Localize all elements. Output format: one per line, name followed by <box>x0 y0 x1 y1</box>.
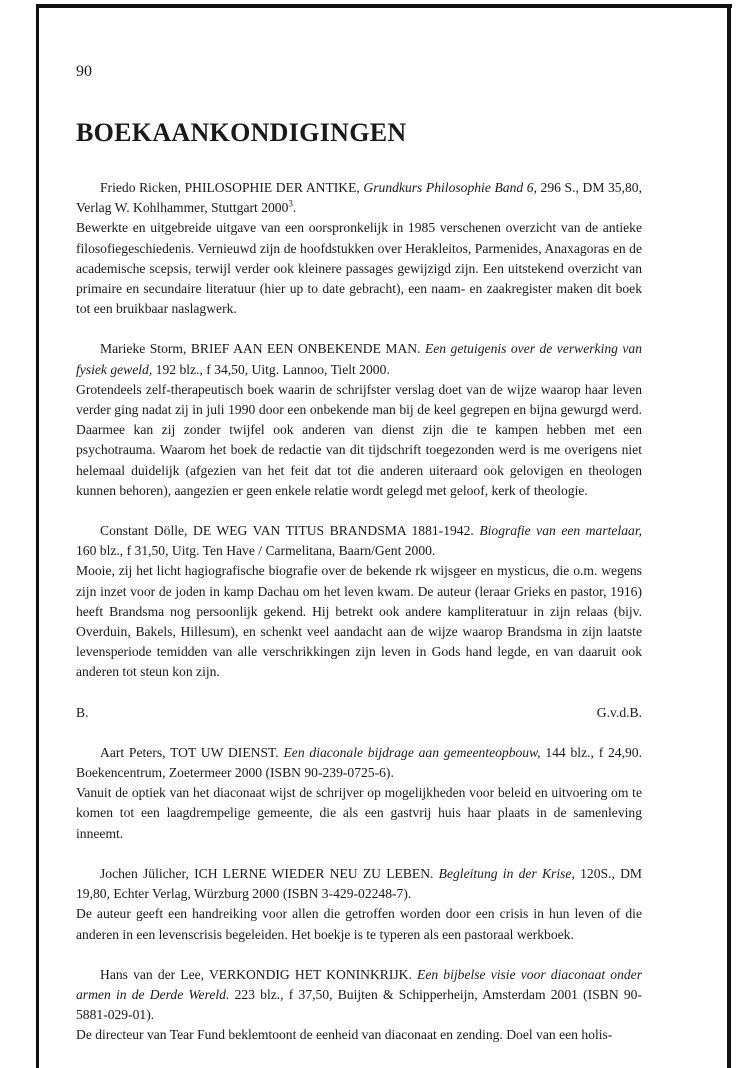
author: Aart Peters, <box>100 744 171 760</box>
book-review: Vanuit de optiek van het diaconaat wijst de schrijver op mogelijkheden voor beleid en uitvoering om te komen tot een laagdrempelige gemeente, die als een gastvrij huis haar plaats in de samenleving inneemt. <box>76 785 642 841</box>
book-subtitle: Een getuigenis over de verwerking van fysiek geweld, <box>76 341 643 377</box>
announcements <box>76 178 642 1066</box>
book-entry <box>76 864 642 945</box>
book-citation <box>76 339 642 379</box>
signature-left: B. <box>76 704 89 720</box>
section-title: BOEKAANKONDIGINGEN <box>76 118 407 147</box>
book-subtitle: Biografie van een martelaar, <box>479 523 642 539</box>
author: Constant Dölle, <box>100 523 193 539</box>
book-review: De auteur geeft een handreiking voor allen die getroffen worden door een crisis in hun leven of die anderen in een levenscrisis begeleiden. Het boekje is te typeren als een pastoraal werkboek. <box>76 906 642 942</box>
publication-info: 144 blz., f 24,90. Boekencentrum, Zoetermeer 2000 (ISBN 90-239-0725-6). <box>76 744 642 781</box>
citation-end: . <box>292 200 297 216</box>
reviewer-signature <box>76 703 642 723</box>
superscript: 3 <box>288 198 293 209</box>
book-citation <box>76 965 642 1026</box>
book-citation <box>76 743 642 783</box>
author: Hans van der Lee, <box>100 966 209 982</box>
book-entry <box>76 339 642 501</box>
book-entry <box>76 178 642 319</box>
book-title: VERKONDIG HET KONINKRIJK. <box>208 966 418 982</box>
book-review: Grotendeels zelf-therapeutisch boek waarin de schrijfster verslag doet van de wijze waarop haar leven verder ging nadat zij in juli 1990 door een onbekende man bij de keel gegrepen en bijna gewurgd werd. Daarmee kan zij zonder twijfel ook anderen van dienst zijn die te kampen hebben met een psychotrauma. Waarom het boek de redactie van dit tijdschrift toegezonden werd is me overigens niet helemaal duidelijk (afgezien van het feit dat tot die anderen uiteraard ook gelovigen en theologen kunnen behoren), aangezien er geen enkele relatie wordt gelegd met geloof, kerk of theologie. <box>76 381 642 498</box>
scan-border-top <box>36 4 732 8</box>
signature-right: G.v.d.B. <box>596 704 642 720</box>
page-number: 90 <box>76 63 92 80</box>
book-review: De directeur van Tear Fund beklemtoont de eenheid van diaconaat en zending. Doel van een holis- <box>76 1027 613 1043</box>
publication-info: , 296 S., DM 35,80, Verlag W. Kohlhammer, Stuttgart 2000 <box>76 180 642 216</box>
publication-info: 192 blz., f 34,50, Uitg. Lannoo, Tielt 2000. <box>152 361 390 377</box>
book-citation <box>76 178 642 218</box>
publication-info: 120S., DM 19,80, Echter Verlag, Würzburg 2000 (ISBN 3-429-02248-7). <box>76 865 643 902</box>
scan-border-left <box>36 4 39 1068</box>
book-title: DE WEG VAN TITUS BRANDSMA 1881-1942. <box>193 523 480 539</box>
author: Marieke Storm, <box>100 341 191 357</box>
book-citation <box>76 521 642 561</box>
book-subtitle: Een diaconale bijdrage aan gemeenteopbouw, <box>283 744 541 760</box>
author: Jochen Jülicher, <box>100 865 195 881</box>
book-subtitle: Een bijbelse visie voor diaconaat onder armen in de Derde Wereld. <box>76 966 642 1002</box>
book-entry <box>76 743 642 844</box>
book-series: Grundkurs Philosophie Band 6 <box>363 180 534 195</box>
book-subtitle: Begleitung in der Krise, <box>438 865 575 881</box>
publication-info: 160 blz., f 31,50, Uitg. Ten Have / Carmelitana, Baarn/Gent 2000. <box>76 543 436 559</box>
publication-info: 223 blz., f 37,50, Buijten & Schipperheijn, Amsterdam 2001 (ISBN 90-5881-029-01). <box>76 986 642 1023</box>
book-entry <box>76 521 642 683</box>
book-entry <box>76 965 642 1046</box>
book-title: PHILOSOPHIE DER ANTIKE, <box>184 180 364 195</box>
book-review: Mooie, zij het licht hagiografische biografie over de bekende rk wijsgeer en mysticus, die o.m. wegens zijn inzet voor de joden in kamp Dachau om het leven kwam. De auteur (leraar Grieks en pastor, 1916) heeft Brandsma nog persoonlijk gekend. Hij betrekt ook andere kampliteratuur in zijn relaas (bijv. Overduin, Bakels, Hillesum), en schenkt veel aandacht aan de wijze waarop Brandsma in zijn laatste levensperiode temidden van alle verschrikkingen zijn leven in Gods hand legde, en van daaruit ook anderen tot steun kon zijn. <box>76 563 642 680</box>
book-title: TOT UW DIENST. <box>170 744 284 760</box>
book-title: ICH LERNE WIEDER NEU ZU LEBEN. <box>194 865 439 881</box>
author: Friedo Ricken, <box>100 180 185 195</box>
book-review: Bewerkte en uitgebreide uitgave van een oorspronkelijk in 1985 verschenen overzicht van de antieke filosofiegeschiedenis. Vernieuwd zijn de hoofdstukken over Herakleitos, Parmenides, Anaxagoras en de academische scepsis, terwijl verder ook kleinere passages gewijzigd zijn. Een uitstekend overzicht van primaire en secundaire literatuur (hier up to date gebracht), een naam- en zaakregister maken dit boek tot een bruikbaar naslagwerk. <box>76 220 642 317</box>
scan-border-right <box>727 4 731 1068</box>
book-title: BRIEF AAN EEN ONBEKENDE MAN. <box>190 341 425 357</box>
book-citation <box>76 864 642 904</box>
